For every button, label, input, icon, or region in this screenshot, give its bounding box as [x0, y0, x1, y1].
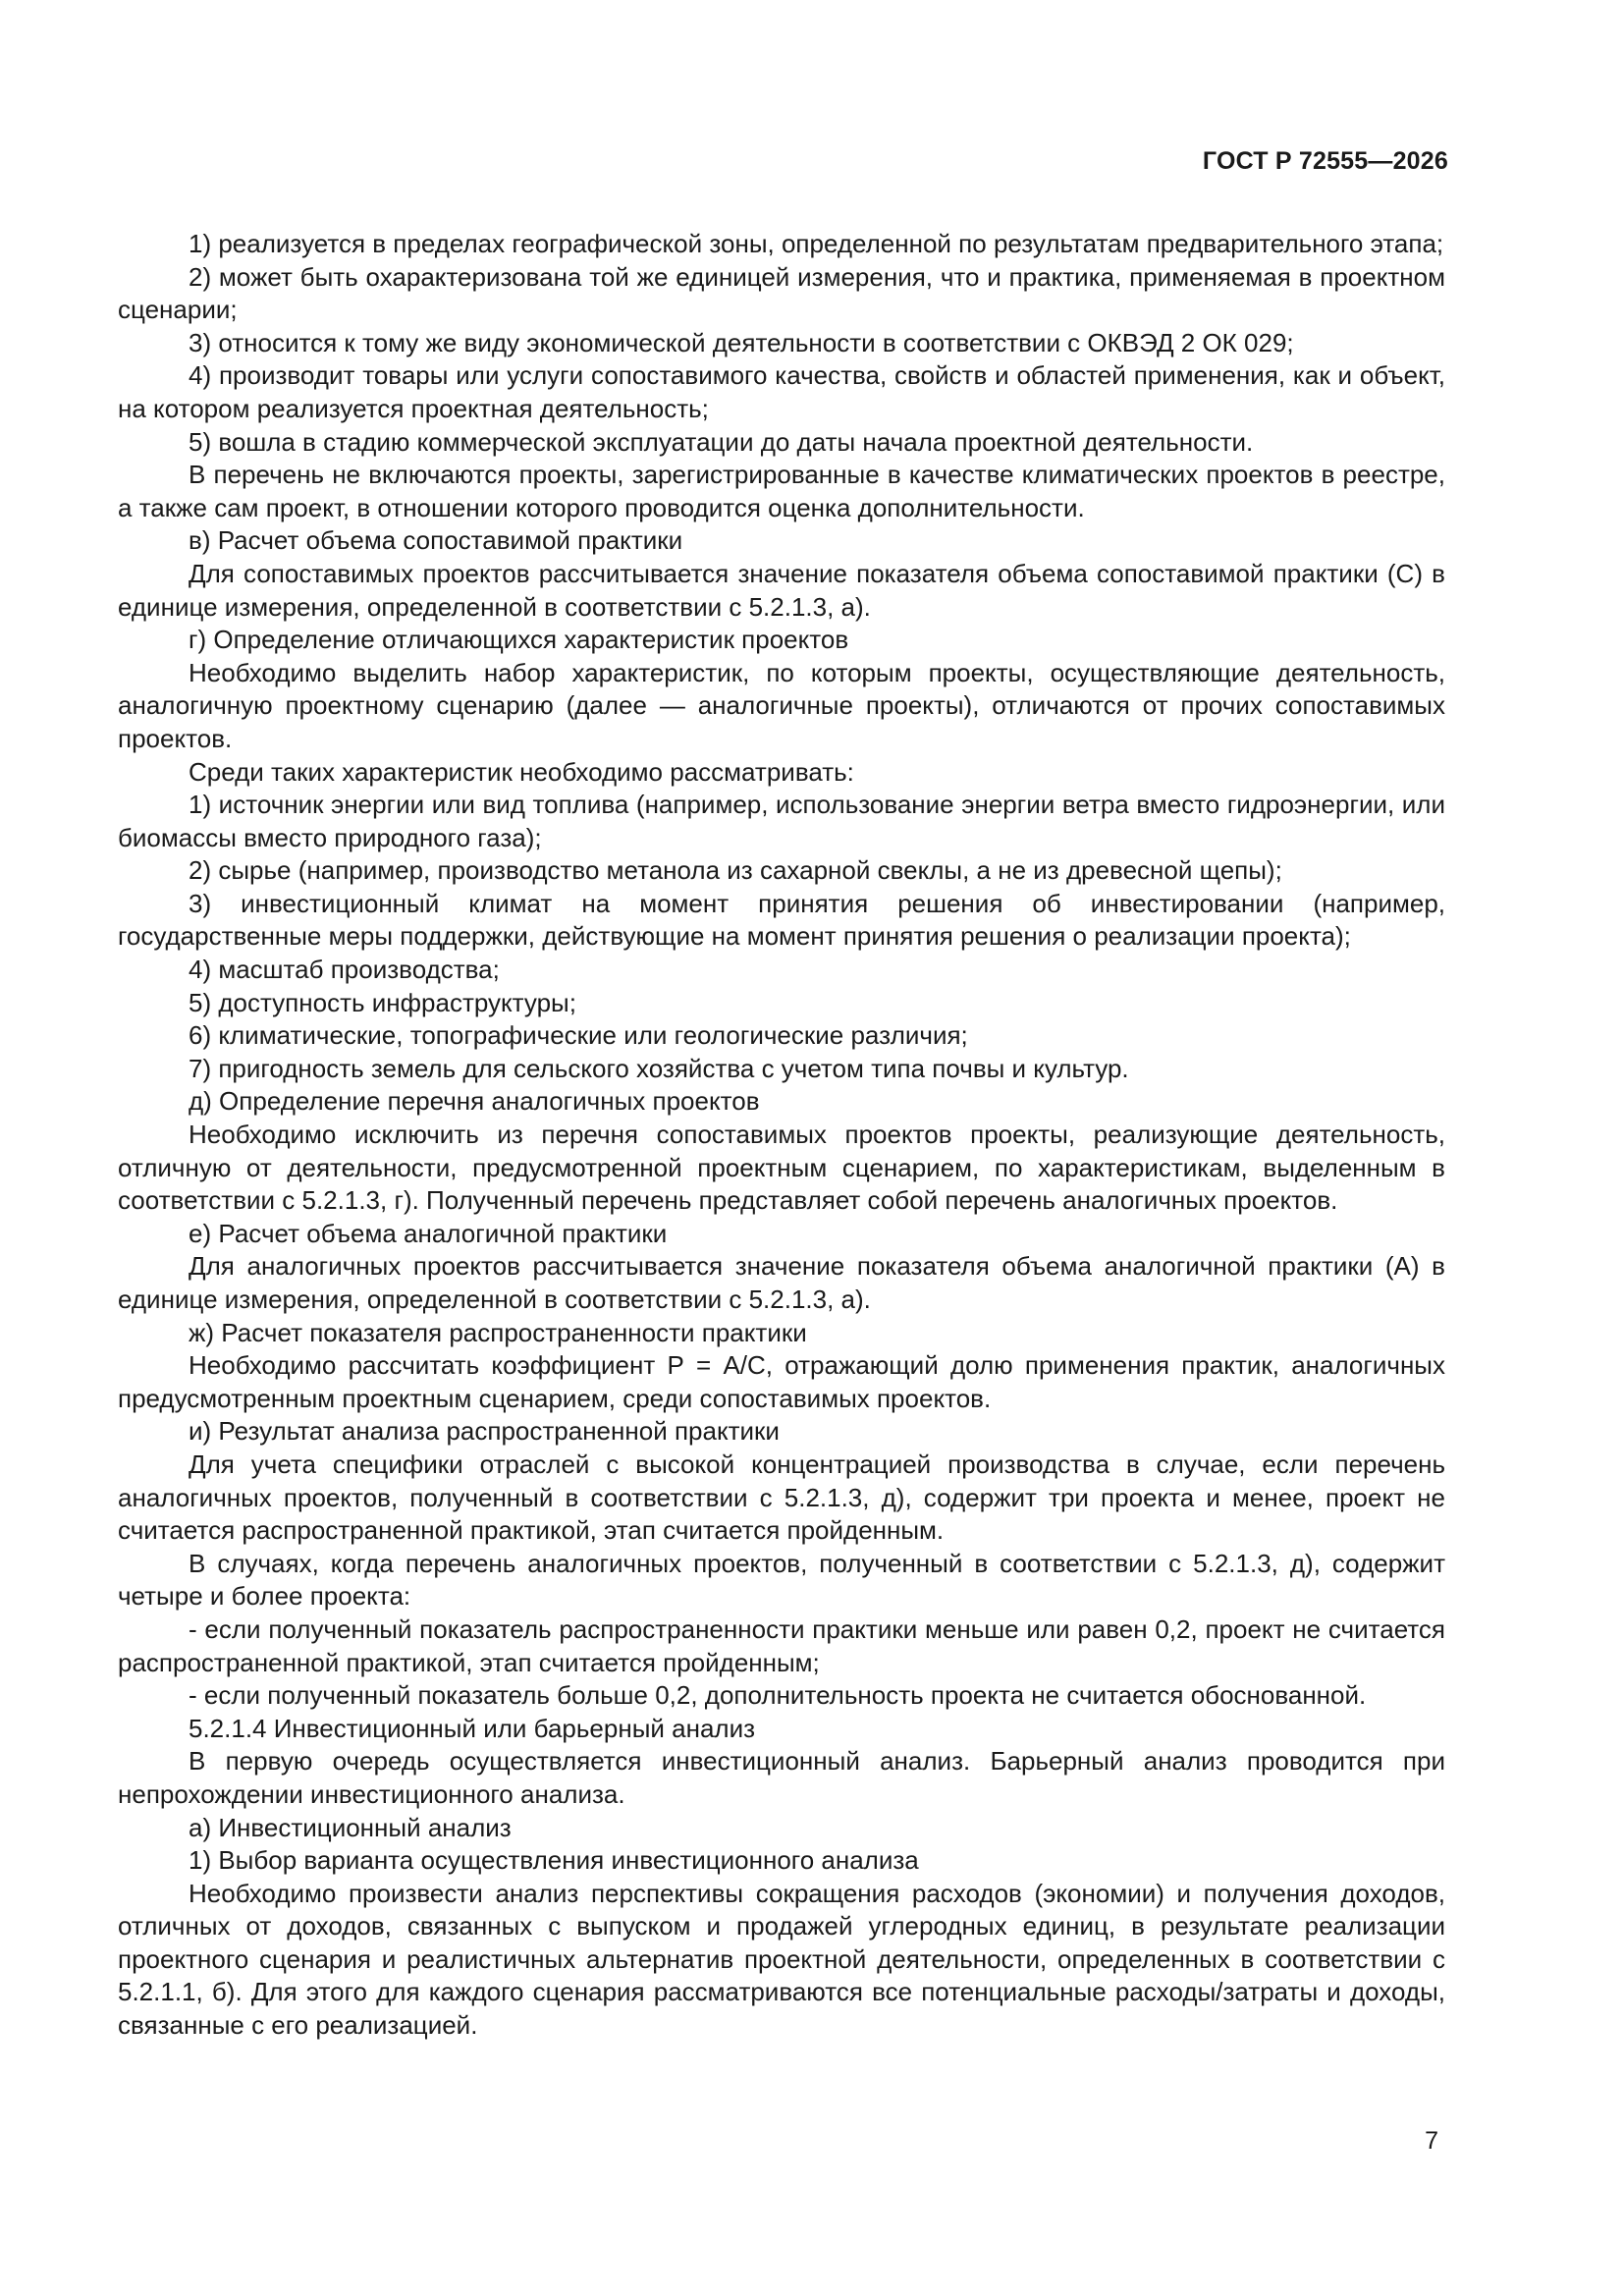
paragraph: 1) реализуется в пределах географической зоны, определенной по результатам предварительного этапа;	[189, 229, 1444, 258]
paragraph: Необходимо произвести анализ перспективы сокращения расходов (экономии) и получения доходов, отличных от доходов, связанных с выпуском и продажей углеродных единиц, в результате реализации проектного сценария и реалистичных альтернатив проектной деятельности, определенных в соответствии с 5.2.1.1, б). Для этого для каждого сценария рассматриваются все потенциальные расходы/затраты и доходы, связанные с его реализацией.	[118, 1878, 1445, 2041]
section-heading: 5.2.1.4 Инвестиционный или барьерный анализ	[189, 1713, 756, 1743]
paragraph: В случаях, когда перечень аналогичных проектов, полученный в соответствии с 5.2.1.3, д), содержит четыре и более проекта:	[118, 1548, 1445, 1612]
paragraph: г) Определение отличающихся характеристик проектов	[189, 625, 849, 655]
paragraph: д) Определение перечня аналогичных проектов	[189, 1086, 760, 1117]
paragraph: Для сопоставимых проектов рассчитывается значение показателя объема сопоставимой практики (С) в единице измерения, определенной в соответствии с 5.2.1.3, а).	[118, 558, 1445, 622]
paragraph: 3) инвестиционный климат на момент принятия решения об инвестировании (например, государственные меры поддержки, действующие на момент принятия решения о реализации проекта);	[118, 888, 1445, 952]
paragraph: 4) производит товары или услуги сопоставимого качества, свойств и областей применения, как и объект, на котором реализуется проектная деятельность;	[118, 360, 1445, 423]
paragraph: 2) сырье (например, производство метанола из сахарной свеклы, а не из древесной щепы);	[189, 855, 1282, 886]
paragraph: 1) Выбор варианта осуществления инвестиционного анализа	[189, 1845, 919, 1876]
document-body	[118, 228, 1445, 2043]
paragraph: 5) вошла в стадию коммерческой эксплуатации до даты начала проектной деятельности.	[189, 426, 1254, 457]
page-number: 7	[1425, 2127, 1438, 2155]
paragraph: - если полученный показатель распространенности практики меньше или равен 0,2, проект не считается распространенной практикой, этап считается пройденным;	[118, 1613, 1445, 1677]
paragraph: 1) источник энергии или вид топлива (например, использование энергии ветра вместо гидроэнергии, или биомассы вместо природного газа);	[118, 790, 1445, 852]
paragraph: ж) Расчет показателя распространенности практики	[189, 1317, 807, 1347]
paragraph: 2) может быть охарактеризована той же единицей измерения, что и практика, применяемая в проектном сценарии;	[118, 261, 1445, 325]
paragraph: а) Инвестиционный анализ	[189, 1812, 512, 1842]
paragraph: е) Расчет объема аналогичной практики	[189, 1218, 668, 1248]
paragraph: В первую очередь осуществляется инвестиционный анализ. Барьерный анализ проводится при непрохождении инвестиционного анализа.	[118, 1746, 1445, 1809]
paragraph: В перечень не включаются проекты, зарегистрированные в качестве климатических проектов в реестре, а также сам проект, в отношении которого проводится оценка дополнительности.	[118, 460, 1445, 522]
paragraph: Необходимо исключить из перечня сопоставимых проектов проекты, реализующие деятельность, отличную от деятельности, предусмотренной проектным сценарием, по характеристикам, выделенным в соответствии с 5.2.1.3, г). Полученный перечень представляет собой перечень аналогичных проектов.	[118, 1120, 1445, 1216]
paragraph: в) Расчет объема сопоставимой практики	[189, 525, 683, 556]
paragraph: Среди таких характеристик необходимо рассматривать:	[189, 756, 854, 787]
document-header: ГОСТ Р 72555—2026	[1202, 147, 1448, 175]
paragraph: Необходимо рассчитать коэффициент Р = А/С, отражающий долю применения практик, аналогичных предусмотренным проектным сценарием, среди сопоставимых проектов.	[118, 1350, 1445, 1413]
paragraph: и) Результат анализа распространенной практики	[189, 1416, 780, 1447]
paragraph: 3) относится к тому же виду экономической деятельности в соответствии с ОКВЭД 2 ОК 029;	[189, 327, 1294, 357]
paragraph: 7) пригодность земель для сельского хозяйства с учетом типа почвы и культур.	[189, 1053, 1129, 1083]
paragraph: - если полученный показатель больше 0,2, дополнительность проекта не считается обоснованной.	[189, 1680, 1367, 1711]
paragraph: Для аналогичных проектов рассчитывается значение показателя объема аналогичной практики (А) в единице измерения, определенной в соответствии с 5.2.1.3, а).	[118, 1251, 1445, 1314]
paragraph: 4) масштаб производства;	[189, 955, 500, 985]
paragraph: 5) доступность инфраструктуры;	[189, 987, 576, 1017]
paragraph: 6) климатические, топографические или геологические различия;	[189, 1020, 968, 1051]
paragraph: Необходимо выделить набор характеристик, по которым проекты, осуществляющие деятельность, аналогичную проектному сценарию (далее — аналогичные проекты), отличаются от прочих сопоставимых проектов.	[118, 657, 1445, 753]
paragraph: Для учета специфики отраслей с высокой концентрацией производства в случае, если перечень аналогичных проектов, полученный в соответствии с 5.2.1.3, д), содержит три проекта и менее, проект не считается распространенной практикой, этап считается пройденным.	[118, 1449, 1445, 1546]
